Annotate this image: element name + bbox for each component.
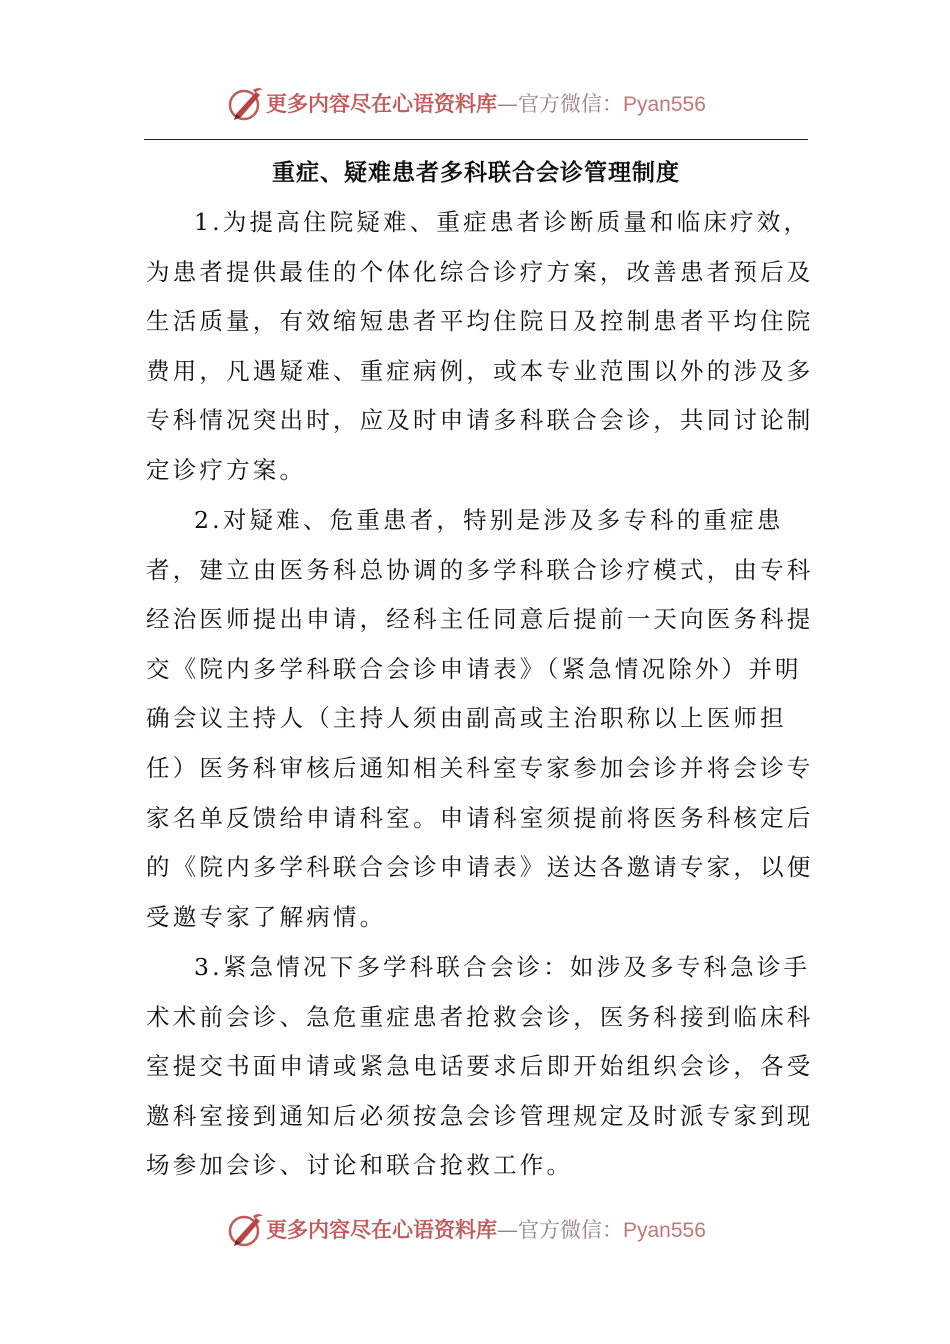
banner-handle: Pyan556 xyxy=(623,93,706,116)
banner-handle: Pyan556 xyxy=(623,1219,706,1242)
paragraph-1: 1.为提高住院疑难、重症患者诊断质量和临床疗效，为患者提供最佳的个体化综合诊疗方案，改善患者预后及生活质量，有效缩短患者平均住院日及控制患者平均住院费用，凡遇疑难、重症病例，或本专业范围以外的涉及多专科情况突出时，应及时申请多科联合会诊，共同讨论制定诊疗方案。 xyxy=(146,208,814,484)
banner-text xyxy=(266,1216,706,1245)
banner-sub-text: —官方微信： xyxy=(497,92,623,116)
document-title: 重症、疑难患者多科联合会诊管理制度 xyxy=(272,160,680,186)
banner-text xyxy=(266,90,706,119)
pen-logo-icon xyxy=(226,84,266,124)
paragraph-3: 3.紧急情况下多学科联合会诊：如涉及多专科急诊手术术前会诊、急危重症患者抢救会诊，医务科接到临床科室提交书面申请或紧急电话要求后即开始组织会诊，各受邀科室接到通知后必须按急会诊管理规定及时派专家到现场参加会诊、讨论和联合抢救工作。 xyxy=(146,953,814,1180)
pen-logo-icon xyxy=(226,1210,266,1250)
header-banner xyxy=(0,82,950,126)
footer-banner xyxy=(0,1208,950,1252)
header-divider xyxy=(144,139,808,140)
paragraph-2: 2.对疑难、危重患者，特别是涉及多专科的重症患者，建立由医务科总协调的多学科联合诊疗模式，由专科经治医师提出申请，经科主任同意后提前一天向医务科提交《院内多学科联合会诊申请表》（紧急情况除外）并明确会议主持人（主持人须由副高或主治职称以上医师担任）医务科审核后通知相关科室专家参加会诊并将会诊专家名单反馈给申请科室。申请科室须提前将医务科核定后的《院内多学科联合会诊申请表》送达各邀请专家，以便受邀专家了解病情。 xyxy=(146,506,814,931)
banner-sub-text: —官方微信： xyxy=(497,1218,623,1242)
banner-main-text: 更多内容尽在心语资料库 xyxy=(266,1217,497,1242)
banner-main-text: 更多内容尽在心语资料库 xyxy=(266,91,497,116)
